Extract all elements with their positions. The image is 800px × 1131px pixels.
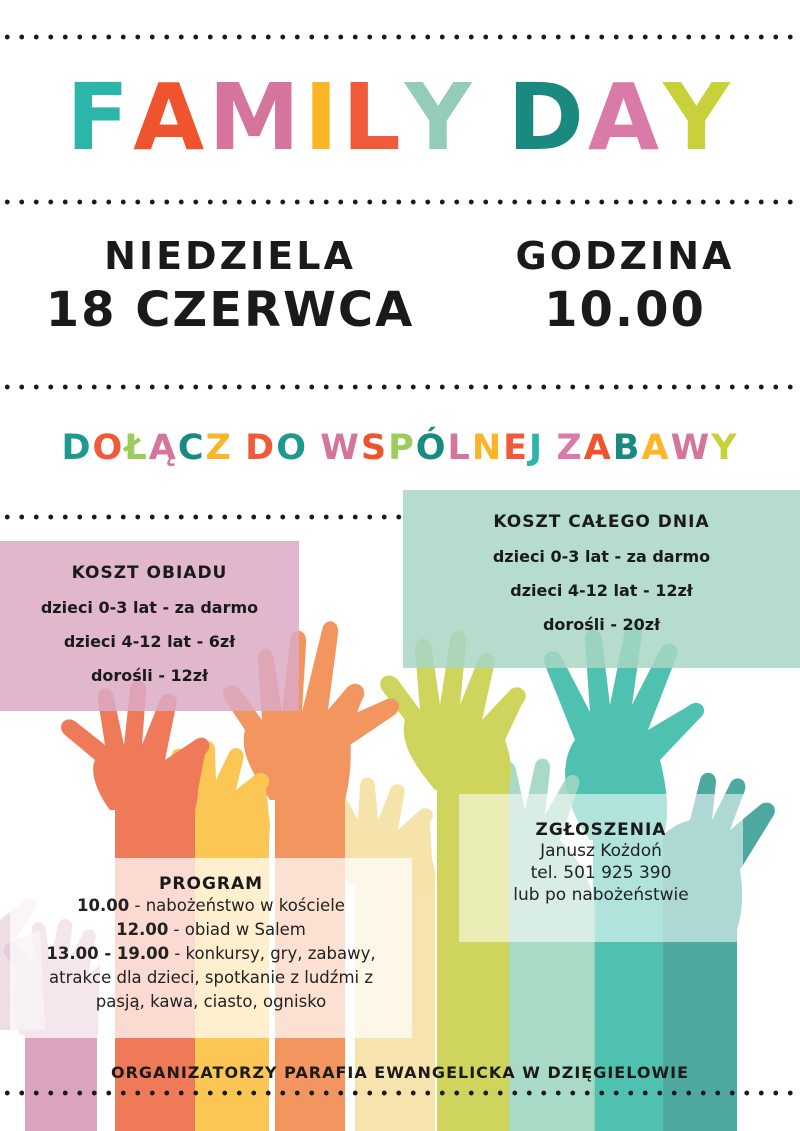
program-item-2-time: 12.00 <box>116 920 169 939</box>
lunch-cost-line-2: dzieci 4-12 lat - 6zł <box>63 632 236 651</box>
event-time: 10.00 <box>544 281 706 338</box>
program-extra-1: atrakce dla dzieci, spotkanie z ludźmi z <box>48 968 374 987</box>
join-letter: O <box>92 428 125 468</box>
program-item-1-time: 10.00 <box>77 896 130 915</box>
title-letter: D <box>507 64 588 171</box>
program-item-2 <box>10 918 412 942</box>
title-letter: M <box>208 64 304 171</box>
title-letter: A <box>587 64 664 171</box>
lunch-cost-box <box>0 541 299 711</box>
join-letter: Z <box>556 428 584 468</box>
program-title: PROGRAM <box>158 874 264 894</box>
program-item-3-time: 13.00 - 19.00 <box>46 944 170 963</box>
title-letter: F <box>66 64 134 171</box>
join-letter: Ł <box>124 428 149 468</box>
lunch-cost-line-1: dzieci 0-3 lat - za darmo <box>40 598 259 617</box>
join-letter: P <box>388 428 416 468</box>
program-extra-2: pasją, kawa, ciasto, ognisko <box>95 992 327 1011</box>
program-item-3 <box>10 942 412 966</box>
registration-phone: tel. 501 925 390 <box>530 863 672 883</box>
program-item-3-text: - konkursy, gry, zabawy, <box>169 944 376 963</box>
lunch-cost-title: KOSZT OBIADU <box>71 563 228 583</box>
time-label: GODZINA <box>515 234 735 278</box>
event-date: 18 CZERWCA <box>45 281 415 338</box>
day-cost-title: KOSZT CAŁEGO DNIA <box>493 512 710 532</box>
registration-note: lub po nabożeństwie <box>513 885 689 905</box>
join-letter: D <box>61 428 93 468</box>
join-letter: E <box>503 428 530 468</box>
join-letter: A <box>641 428 671 468</box>
title-letter: L <box>342 64 405 171</box>
join-letter: L <box>447 428 472 468</box>
title-letter: I <box>303 64 343 171</box>
organizers: ORGANIZATORZY PARAFIA EWANGELICKA W DZIĘGIELOWIE <box>111 1063 689 1082</box>
join-letter: C <box>177 428 206 468</box>
join-letter: Ą <box>148 428 178 468</box>
title-letter: Y <box>663 64 734 171</box>
join-letter: Z <box>205 428 233 468</box>
join-letter: B <box>612 428 642 468</box>
join-letter: W <box>670 428 712 468</box>
program-item-1 <box>10 894 412 918</box>
weekday: NIEDZIELA <box>104 234 356 278</box>
lunch-cost-line-3: dorośli - 12zł <box>90 666 209 685</box>
title-letter: A <box>133 64 209 171</box>
join-letter: N <box>471 428 504 468</box>
day-cost-line-2: dzieci 4-12 lat - 12zł <box>510 581 693 600</box>
day-cost-box <box>403 490 800 668</box>
join-letter: Y <box>711 428 739 468</box>
join-letter: Ó <box>415 428 448 468</box>
program-item-2-text: - obiad w Salem <box>168 920 306 939</box>
join-letter: A <box>583 428 613 468</box>
join-letter: S <box>360 428 389 468</box>
program-box <box>10 858 412 1038</box>
registration-contact-name: Janusz Kożdoń <box>540 841 662 861</box>
join-letter: D <box>245 428 277 468</box>
join-letter: W <box>320 428 361 468</box>
day-cost-line-1: dzieci 0-3 lat - za darmo <box>492 547 711 566</box>
registration-box <box>459 794 743 942</box>
day-cost-line-3: dorośli - 20zł <box>542 615 661 634</box>
join-letter: O <box>276 428 308 468</box>
join-letter: J <box>529 428 545 468</box>
registration-title: ZGŁOSZENIA <box>535 820 667 840</box>
program-item-1-text: - nabożeństwo w kościele <box>129 896 345 915</box>
dotted-divider-bottom <box>0 1090 800 1096</box>
title-letter: Y <box>404 64 476 171</box>
